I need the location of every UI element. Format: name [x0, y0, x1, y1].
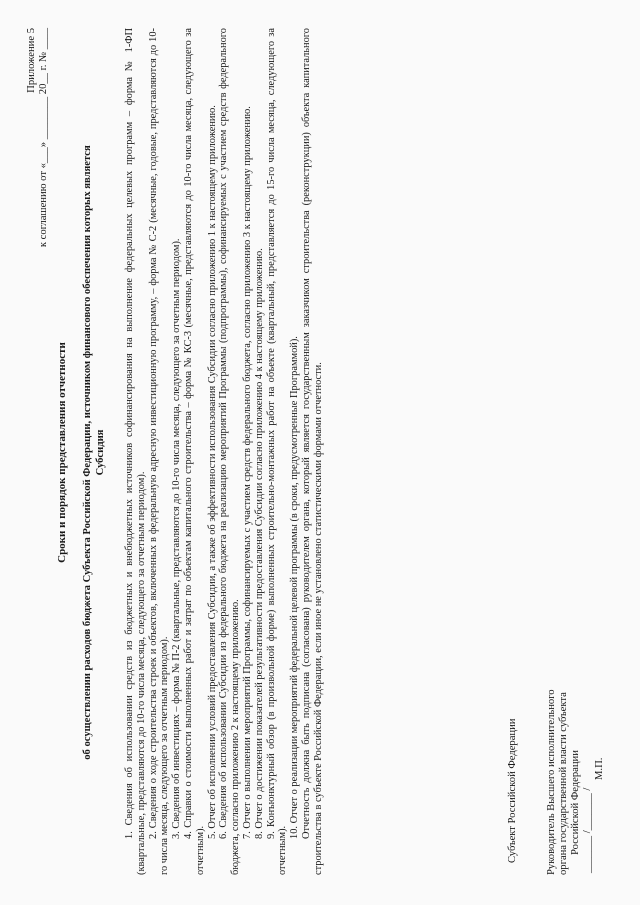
seal-label: М.П.: [594, 757, 605, 780]
list-item: 4. Справки о стоимости выполненных работ и затрат по объектам капитального строительства – форма № КС-3 (месячные, представляются до 10-го числа месяца, следующего за отчетным).: [182, 28, 206, 875]
list-item: 8. Отчет о достижении показателей результативности предоставления Субсидии согласно приложению 4 к настоящему приложению.: [253, 248, 265, 839]
signature-block: [546, 689, 606, 875]
title-line-3: Субсидия: [94, 429, 106, 476]
list-item: 3. Сведения об инвестициях – форма № П-2 (квартальные, представляются до 10-го числа месяца, следующего за отчетным периодом).: [171, 238, 183, 839]
subject-label: Субъект Российской Федерации: [507, 718, 518, 863]
reporting-list: [124, 28, 325, 875]
list-item: 10. Отчет о реализации мероприятий федеральной целевой программы (в сроки, предусмотренные Программой).: [289, 336, 301, 839]
list-item: 7. Отчет о выполнении мероприятий Программы, софинансируемых с участием средств федерального бюджета, согласно приложению 3 к настоящему приложению.: [241, 106, 253, 839]
head-title-line-2: органа государственной власти субъекта: [558, 692, 569, 875]
list-item: 5. Отчет об исполнении условий предоставления Субсидии, а также об эффективности использования Субсидии согласно приложению 1 к настоящему приложению.: [206, 105, 218, 839]
head-title-line-3: Российской Федерации: [570, 750, 581, 855]
list-item: 9. Конъюнктурный обзор (в произвольной форме) выполненных строительно-монтажных работ на объекте (квартальный, представляется до 15-го числа месяца, следующего за отчетным).: [265, 28, 289, 875]
appendix-number: Приложение 5: [26, 28, 37, 93]
list-item: 2. Сведения о ходе строительства строек и объектов, включенных в федеральную адресную инвестиционную программу, – форма № С-2 (месячные, годовые, представляются до 10-го числа месяца, следующего за отчетным периодом).: [147, 28, 171, 875]
list-item: 1. Сведения об использовании средств из бюджетных и внебюджетных источников софинансирования на выполнение федеральных целевых программ – форма № 1-ФП (квартальные, представляются до 10-го числа месяца, следующего за отчетным периодом).: [124, 28, 147, 875]
appendix-header: [26, 28, 50, 247]
signature-slots: _______ /_______ /: [582, 787, 593, 873]
document-subtitle: [82, 40, 107, 865]
title-line-2: об осуществлении расходов бюджета Субъекта Российской Федерации, источником финансового обеспечения которых является: [82, 145, 93, 760]
head-title-line-1: Руководитель Высшего исполнительного: [546, 689, 557, 875]
list-item: 6. Сведения об использовании Субсидии из федерального бюджета на реализацию мероприятий Программы (подпрограммы), софинансируемых с участием средств федерального бюджета, согласно приложению 2 к настоящему приложению.: [218, 28, 242, 875]
agreement-reference: к соглашению от «___» ________ 20__ г. № ____: [38, 28, 49, 248]
title-line-1: Сроки и порядок представления отчетности: [56, 342, 68, 563]
list-item: Отчетность должна быть подписана (согласована) руководителем органа, который является государственным заказчиком строительства (реконструкции) объекта капитального строительства в субъекте Российской Федерации, если иное не установлено статистическими формами отчетности.: [300, 28, 324, 875]
document-title: [56, 40, 69, 865]
